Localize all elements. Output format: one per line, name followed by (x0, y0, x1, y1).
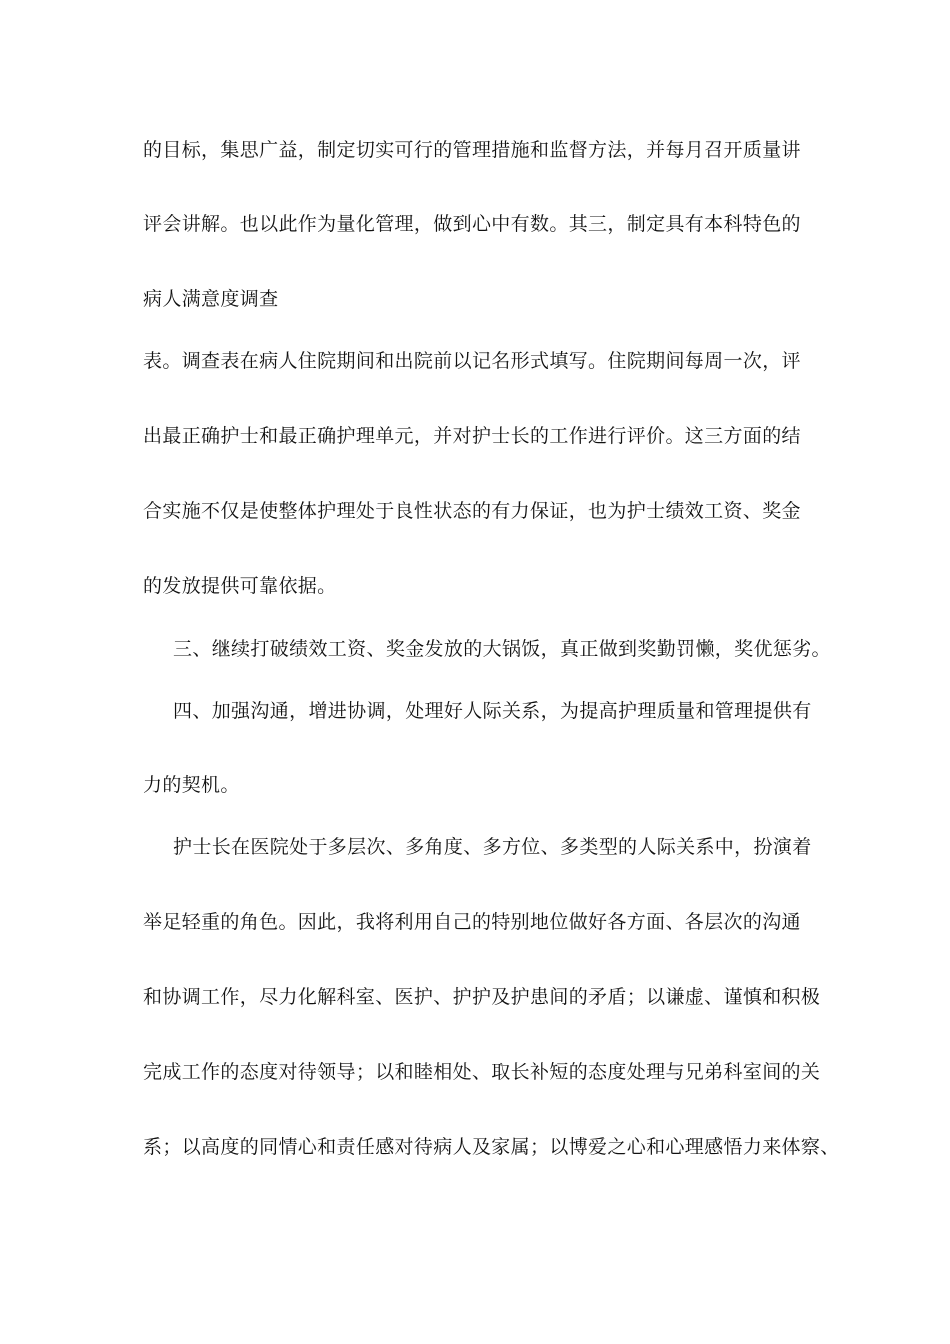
text-line: 表。调查表在病人住院期间和出院前以记名形式填写。住院期间每周一次，评 (143, 350, 801, 372)
paragraph-heading-three: 三、继续打破绩效工资、奖金发放的大锅饭，真正做到奖勤罚懒，奖优惩劣。 (173, 638, 831, 660)
paragraph-first-line: 护士长在医院处于多层次、多角度、多方位、多类型的人际关系中，扮演着 (173, 836, 812, 858)
text-line: 病人满意度调查 (143, 288, 279, 310)
paragraph-heading-four: 四、加强沟通，增进协调，处理好人际关系，为提高护理质量和管理提供有 (173, 700, 812, 722)
text-line: 力的契机。 (143, 774, 240, 796)
text-line: 举足轻重的角色。因此，我将利用自己的特别地位做好各方面、各层次的沟通 (143, 911, 801, 933)
text-line: 合实施不仅是使整体护理处于良性状态的有力保证，也为护士绩效工资、奖金 (143, 500, 801, 522)
text-line: 的发放提供可靠依据。 (143, 575, 337, 597)
text-line: 完成工作的态度对待领导；以和睦相处、取长补短的态度处理与兄弟科室间的关 (143, 1061, 821, 1083)
text-line: 评会讲解。也以此作为量化管理，做到心中有数。其三，制定具有本科特色的 (143, 213, 801, 235)
text-line: 和协调工作，尽力化解科室、医护、护护及护患间的矛盾；以谦虚、谨慎和积极 (143, 986, 821, 1008)
text-line: 系；以高度的同情心和责任感对待病人及家属；以博爱之心和心理感悟力来体察、 (143, 1136, 840, 1158)
text-line: 的目标，集思广益，制定切实可行的管理措施和监督方法，并每月召开质量讲 (143, 139, 801, 161)
text-line: 出最正确护士和最正确护理单元，并对护士长的工作进行评价。这三方面的结 (143, 425, 801, 447)
